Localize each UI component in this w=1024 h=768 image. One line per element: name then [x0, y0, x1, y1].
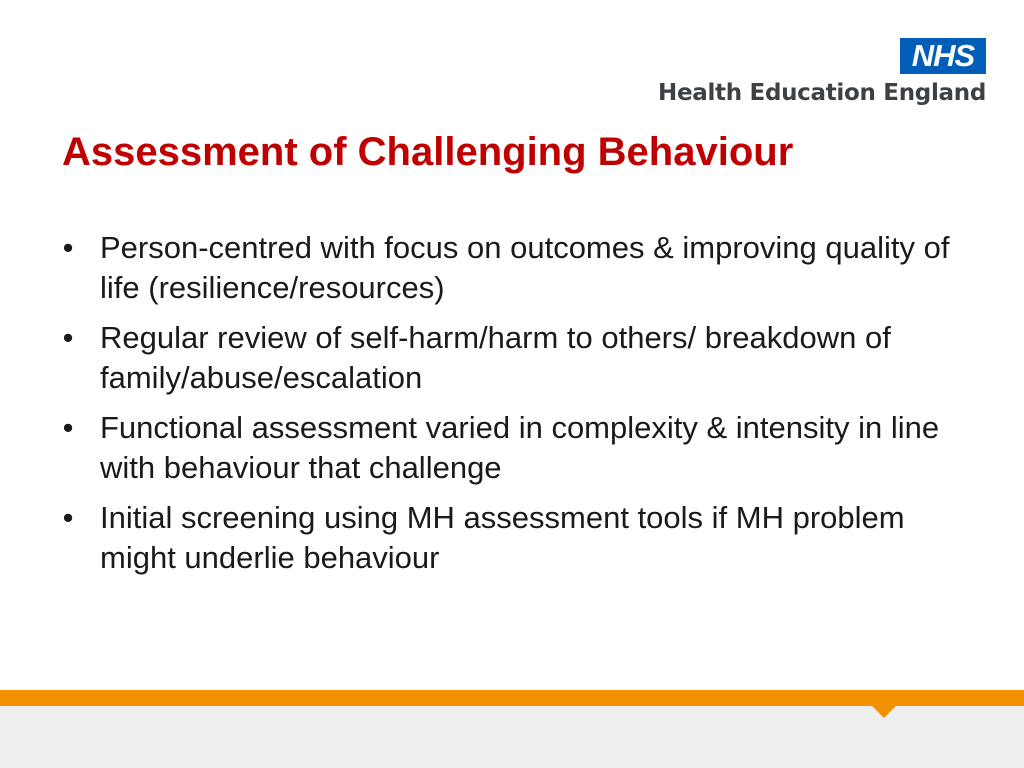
bullet-icon: • — [62, 320, 74, 355]
bullet-text: Functional assessment varied in complexity & intensity in line with behaviour that challenge — [100, 410, 940, 485]
bullet-item — [58, 228, 988, 308]
slide-title: Assessment of Challenging Behaviour — [62, 130, 794, 174]
bullet-text: Person-centred with focus on outcomes & improving quality of life (resilience/resources) — [100, 230, 950, 305]
bullet-icon: • — [62, 410, 74, 445]
hee-logo — [636, 38, 986, 110]
bullet-text: Regular review of self-harm/harm to others/ breakdown of family/abuse/escalation — [100, 320, 891, 395]
footer-notch — [870, 704, 898, 718]
bullet-item — [58, 318, 988, 398]
bullet-icon: • — [62, 230, 74, 265]
bullet-text: Initial screening using MH assessment tools if MH problem might underlie behaviour — [100, 500, 905, 575]
bullet-icon: • — [62, 500, 74, 535]
nhs-logo: NHS — [900, 38, 986, 74]
bullet-item — [58, 408, 988, 488]
bullet-list — [58, 228, 988, 588]
bullet-item — [58, 498, 988, 578]
organisation-name: Health Education England — [658, 80, 986, 106]
